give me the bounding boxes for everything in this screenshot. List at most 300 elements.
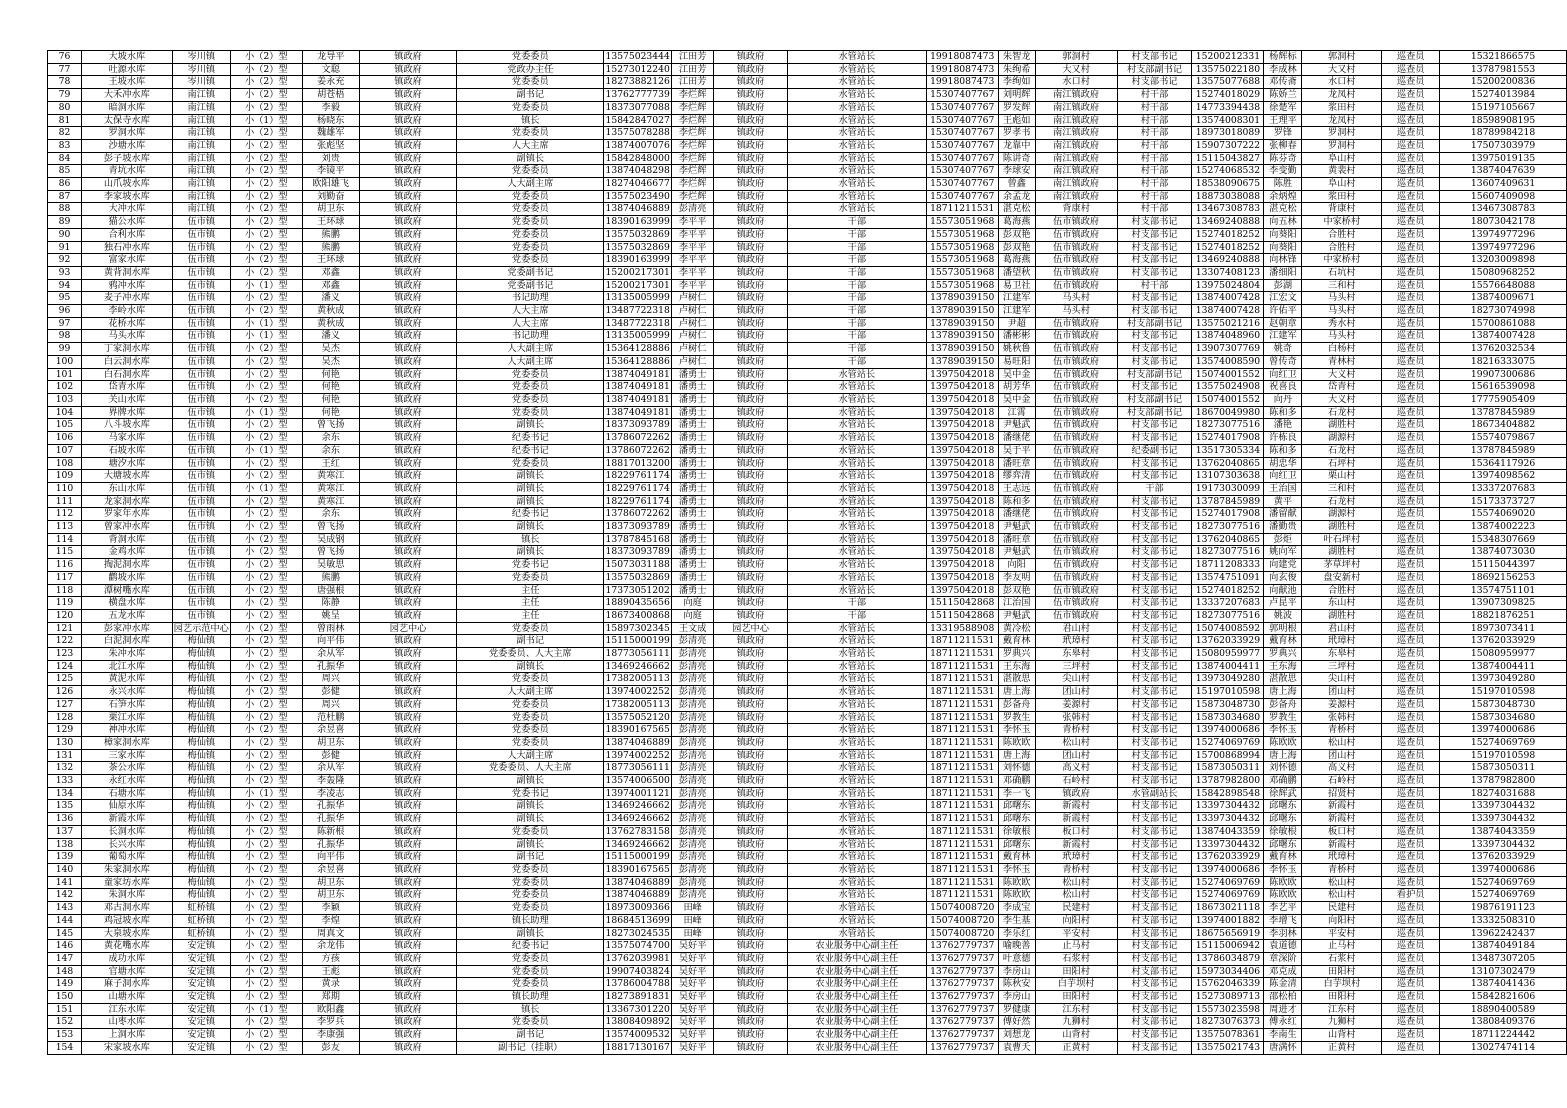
cell-admin-leader-phone: 13575032869 [605, 571, 670, 583]
cell-admin-leader-title: 人大主席 [457, 305, 604, 318]
cell-row-number: 133 [48, 775, 82, 788]
cell-town: 伍市镇 [172, 597, 230, 610]
cell-inspector-village: 石岭村 [1302, 775, 1382, 788]
cell-tech-lead-name: 潘勇士 [672, 508, 714, 521]
cell-patrol-lead-name: 曾鑫 [998, 178, 1035, 191]
table-row [48, 419, 1567, 432]
table-row [48, 292, 1567, 305]
cell-reservoir-name: 石坡水库 [81, 444, 172, 457]
cell-tech-lead-name: 潘勇士 [672, 470, 714, 483]
cell-inspector-phone: 15274069769 [1440, 889, 1567, 902]
cell-reservoir-name: 葡萄水库 [81, 851, 172, 864]
cell-row-number: 119 [48, 597, 82, 610]
cell-tech-lead-unit: 镇政府 [714, 775, 788, 788]
cell-inspector-phone: 15080968252 [1440, 266, 1567, 279]
cell-admin-leader-title: 党委委员 [457, 406, 604, 419]
cell-inspector-role: 巡查员 [1382, 838, 1440, 851]
cell-admin-leader-phone: 18373093789 [605, 521, 670, 533]
cell-admin-leader-title: 党委委员 [457, 864, 604, 877]
cell-patrol-lead-unit: 向阳村 [1035, 914, 1117, 927]
cell-tech-lead-title: 水管站长 [787, 178, 926, 191]
cell-tech-lead-name: 潘勇士 [672, 406, 714, 419]
cell-inspector-village: 止马村 [1302, 940, 1382, 953]
cell-row-number: 132 [48, 762, 82, 775]
cell-admin-leader-title: 书记助理 [457, 292, 604, 305]
table-row [48, 787, 1567, 800]
table-row [48, 686, 1567, 699]
cell-tech-lead-title: 水管站长 [787, 190, 926, 203]
cell-tech-lead-phone: 15074008720 [926, 902, 998, 915]
cell-patrol-lead-unit: 南江镇政府 [1035, 114, 1117, 127]
cell-tech-lead-phone: 13975042018 [926, 368, 998, 381]
cell-row-number: 124 [48, 660, 82, 673]
cell-scale-type: 小（2）型 [230, 648, 302, 661]
cell-patrol-lead-unit: 伍市镇政府 [1035, 521, 1117, 534]
cell-admin-leader-unit: 镇政府 [359, 533, 457, 546]
cell-admin-leader-unit: 镇政府 [359, 101, 457, 114]
cell-reservoir-name: 吐源水库 [81, 63, 172, 76]
cell-inspector-role: 巡查员 [1382, 228, 1440, 241]
cell-town: 伍市镇 [172, 419, 230, 432]
cell-reservoir-name: 五龙水库 [81, 609, 172, 622]
cell-admin-leader-title: 副镇长 [457, 775, 604, 788]
cell-admin-leader-phone: 18229761174 [605, 495, 670, 507]
cell-tech-lead-title: 干部 [787, 609, 926, 622]
cell-scale-type: 小（1）型 [230, 1003, 302, 1016]
cell-tech-lead-name: 李烂辉 [672, 165, 714, 178]
cell-patrol-lead-title: 村支部书记 [1117, 292, 1192, 305]
cell-inspector-phone: 18273074998 [1440, 305, 1567, 318]
cell-row-number: 152 [48, 1016, 82, 1029]
cell-admin-leader-unit: 镇政府 [359, 1016, 457, 1029]
cell-inspector-name: 潘留献 [1264, 508, 1302, 521]
cell-patrol-lead-title: 村支部书记 [1117, 724, 1192, 737]
cell-patrol-lead-unit: 青桥村 [1035, 864, 1117, 877]
cell-inspector-village: 石浆村 [1302, 952, 1382, 965]
cell-tech-lead-unit: 镇政府 [714, 101, 788, 114]
cell-scale-type: 小（2）型 [230, 533, 302, 546]
cell-admin-leader-unit: 园艺中心 [359, 622, 457, 635]
cell-admin-leader-name: 邓鑫 [302, 266, 359, 279]
cell-scale-type: 小（2）型 [230, 1016, 302, 1029]
cell-row-number: 78 [48, 76, 82, 89]
cell-town: 伍市镇 [172, 559, 230, 572]
cell-patrol-lead-name: 唐上海 [998, 749, 1035, 762]
cell-admin-leader-title: 人大副主席 [457, 749, 604, 762]
cell-scale-type: 小（1）型 [230, 406, 302, 419]
cell-admin-leader-title: 副镇长 [457, 927, 604, 940]
cell-admin-leader-title: 纪委书记 [457, 940, 604, 953]
cell-inspector-name: 徐辉武 [1264, 787, 1302, 800]
cell-tech-lead-unit: 镇政府 [714, 432, 788, 445]
cell-tech-lead-phone: 15573051968 [926, 279, 998, 292]
cell-admin-leader-phone: 18390167565 [605, 724, 670, 736]
cell-admin-leader-phone: 17382005113 [605, 698, 670, 710]
cell-inspector-village: 大义村 [1302, 368, 1382, 381]
cell-inspector-phone: 15115044397 [1440, 559, 1567, 572]
cell-tech-lead-unit: 镇政府 [714, 1029, 788, 1042]
cell-reservoir-name: 龙家洞水库 [81, 495, 172, 508]
cell-admin-leader-unit: 镇政府 [359, 673, 457, 686]
cell-patrol-lead-phone: 13575078361 [1192, 1029, 1264, 1042]
cell-inspector-role: 巡查员 [1382, 1029, 1440, 1042]
cell-town: 梅仙镇 [172, 889, 230, 902]
cell-tech-lead-title: 水管站长 [787, 902, 926, 915]
cell-admin-leader-unit: 镇政府 [359, 76, 457, 89]
cell-tech-lead-unit: 镇政府 [714, 254, 788, 267]
cell-inspector-name: 胡忠华 [1264, 457, 1302, 470]
cell-inspector-phone: 15197010598 [1440, 749, 1567, 762]
cell-inspector-village: 罗洞村 [1302, 139, 1382, 152]
cell-patrol-lead-unit: 君山村 [1035, 622, 1117, 635]
cell-admin-leader-phone: 13575052120 [605, 711, 670, 723]
cell-tech-lead-unit: 镇政府 [714, 355, 788, 368]
cell-inspector-name: 陈芬奇 [1264, 152, 1302, 165]
cell-inspector-village: 浆田村 [1302, 190, 1382, 203]
cell-inspector-name: 唐满怀 [1264, 1041, 1302, 1054]
table-row [48, 152, 1567, 165]
cell-inspector-village: 龙凤村 [1302, 89, 1382, 102]
cell-inspector-role: 巡查员 [1382, 381, 1440, 394]
cell-reservoir-name: 黄花嘴水库 [81, 940, 172, 953]
cell-inspector-phone: 13874041436 [1440, 978, 1567, 991]
cell-town: 梅仙镇 [172, 864, 230, 877]
cell-scale-type: 小（2）型 [230, 63, 302, 76]
cell-patrol-lead-name: 朱绚希 [998, 63, 1035, 76]
cell-row-number: 140 [48, 864, 82, 877]
cell-admin-leader-name: 欧阳雄飞 [302, 178, 359, 191]
cell-patrol-lead-unit: 南江镇政府 [1035, 152, 1117, 165]
cell-reservoir-name: 长兴水库 [81, 838, 172, 851]
cell-admin-leader-title: 党委委员 [457, 165, 604, 178]
cell-admin-leader-name: 文聪 [302, 63, 359, 76]
cell-tech-lead-name: 彭清亮 [672, 673, 714, 686]
cell-reservoir-name: 横盘水库 [81, 597, 172, 610]
cell-tech-lead-unit: 镇政府 [714, 546, 788, 559]
cell-admin-leader-unit: 镇政府 [359, 597, 457, 610]
cell-patrol-lead-phone: 13973049280 [1192, 673, 1264, 686]
cell-patrol-lead-unit: 伍市镇政府 [1035, 508, 1117, 521]
cell-scale-type: 小（2）型 [230, 1029, 302, 1042]
cell-scale-type: 小（2）型 [230, 940, 302, 953]
cell-patrol-lead-phone: 13974000686 [1192, 724, 1264, 737]
cell-tech-lead-phone: 18711211531 [926, 889, 998, 902]
cell-patrol-lead-phone: 15873034680 [1192, 711, 1264, 724]
cell-patrol-lead-name: 江霄 [998, 406, 1035, 419]
cell-tech-lead-name: 彭清亮 [672, 648, 714, 661]
table-row [48, 927, 1567, 940]
table-row [48, 406, 1567, 419]
cell-admin-leader-phone: 18390167565 [605, 864, 670, 875]
cell-admin-leader-phone: 13974001121 [605, 787, 670, 799]
cell-patrol-lead-name: 尹魁武 [998, 419, 1035, 432]
cell-tech-lead-title: 水管站长 [787, 736, 926, 749]
cell-tech-lead-title: 水管站长 [787, 851, 926, 864]
cell-town: 梅仙镇 [172, 813, 230, 826]
cell-town: 伍市镇 [172, 330, 230, 343]
table-row [48, 762, 1567, 775]
table-row [48, 851, 1567, 864]
cell-tech-lead-title: 水管站长 [787, 584, 926, 597]
cell-inspector-name: 张柳春 [1264, 139, 1302, 152]
cell-town: 梅仙镇 [172, 736, 230, 749]
cell-tech-lead-title: 干部 [787, 241, 926, 254]
table-row [48, 254, 1567, 267]
cell-admin-leader-name: 周兴 [302, 698, 359, 711]
cell-inspector-phone: 13974977296 [1440, 241, 1567, 254]
cell-admin-leader-phone: 13575023444 [605, 51, 670, 62]
cell-row-number: 114 [48, 533, 82, 546]
cell-row-number: 97 [48, 317, 82, 330]
table-row [48, 813, 1567, 826]
cell-admin-leader-phone: 13575074700 [605, 940, 670, 952]
cell-patrol-lead-unit: 伍市镇政府 [1035, 355, 1117, 368]
cell-patrol-lead-unit: 南江镇政府 [1035, 190, 1117, 203]
cell-inspector-name: 李怀玉 [1264, 864, 1302, 877]
cell-inspector-village: 湖胜村 [1302, 546, 1382, 559]
cell-tech-lead-unit: 镇政府 [714, 559, 788, 572]
cell-patrol-lead-name: 刘明辉 [998, 89, 1035, 102]
cell-tech-lead-phone: 18711211531 [926, 711, 998, 724]
cell-admin-leader-name: 熊鹏 [302, 228, 359, 241]
cell-tech-lead-phone: 18711211531 [926, 762, 998, 775]
cell-admin-leader-name: 唐强根 [302, 584, 359, 597]
cell-admin-leader-name: 周兴 [302, 673, 359, 686]
cell-tech-lead-phone: 13789039150 [926, 305, 998, 318]
cell-patrol-lead-title: 村干部 [1117, 203, 1192, 216]
cell-tech-lead-phone: 13975042018 [926, 584, 998, 597]
cell-tech-lead-title: 农业服务中心副主任 [787, 1029, 926, 1042]
table-row [48, 546, 1567, 559]
cell-admin-leader-phone: 18817013200 [605, 457, 670, 469]
cell-reservoir-name: 永红水库 [81, 775, 172, 788]
cell-admin-leader-name: 余东 [302, 508, 359, 521]
cell-tech-lead-phone: 13975042018 [926, 393, 998, 406]
cell-tech-lead-name: 向庭 [672, 609, 714, 622]
cell-admin-leader-name: 陈静 [302, 597, 359, 610]
cell-patrol-lead-title: 村支部书记 [1117, 889, 1192, 902]
cell-reservoir-name: 长洞水库 [81, 825, 172, 838]
cell-inspector-phone: 13874002223 [1440, 521, 1567, 534]
cell-inspector-phone: 13974098562 [1440, 470, 1567, 483]
cell-admin-leader-name: 姜永充 [302, 76, 359, 89]
cell-inspector-name: 陈金清 [1264, 978, 1302, 991]
cell-tech-lead-title: 水管站长 [787, 470, 926, 483]
cell-inspector-village: 黄裴村 [1302, 165, 1382, 178]
cell-admin-leader-unit: 镇政府 [359, 762, 457, 775]
cell-patrol-lead-phone: 15907307222 [1192, 139, 1264, 152]
cell-admin-leader-phone: 15842848000 [605, 152, 670, 164]
cell-inspector-village: 玳璋村 [1302, 635, 1382, 648]
cell-admin-leader-title: 人大副主席 [457, 343, 604, 356]
cell-reservoir-name: 彭家冲水库 [81, 622, 172, 635]
cell-tech-lead-title: 水管站长 [787, 76, 926, 89]
cell-admin-leader-name: 余东 [302, 444, 359, 457]
cell-patrol-lead-unit: 伍市镇政府 [1035, 419, 1117, 432]
cell-inspector-phone: 18216333075 [1440, 355, 1567, 368]
cell-inspector-phone: 15607409098 [1440, 190, 1567, 203]
cell-tech-lead-phone: 15573051968 [926, 228, 998, 241]
cell-row-number: 149 [48, 978, 82, 991]
cell-tech-lead-title: 干部 [787, 355, 926, 368]
cell-inspector-name: 章深阶 [1264, 952, 1302, 965]
table-row [48, 622, 1567, 635]
cell-admin-leader-title: 镇长助理 [457, 991, 604, 1004]
table-row [48, 838, 1567, 851]
cell-reservoir-name: 关山水库 [81, 393, 172, 406]
cell-town: 伍市镇 [172, 305, 230, 318]
cell-patrol-lead-name: 向阳 [998, 559, 1035, 572]
cell-inspector-phone: 13787845989 [1440, 406, 1567, 419]
cell-patrol-lead-phone: 15274068532 [1192, 165, 1264, 178]
cell-admin-leader-title: 纪委书记 [457, 432, 604, 445]
cell-inspector-role: 巡查员 [1382, 190, 1440, 203]
cell-tech-lead-name: 潘勇士 [672, 521, 714, 534]
cell-inspector-village: 玳璋村 [1302, 851, 1382, 864]
table-row [48, 584, 1567, 597]
cell-tech-lead-name: 李烂辉 [672, 190, 714, 203]
cell-tech-lead-name: 卢树仁 [672, 292, 714, 305]
cell-town: 安定镇 [172, 1016, 230, 1029]
cell-scale-type: 小（1）型 [230, 279, 302, 292]
cell-town: 梅仙镇 [172, 660, 230, 673]
cell-inspector-role: 巡查员 [1382, 406, 1440, 419]
cell-tech-lead-name: 卢树仁 [672, 305, 714, 318]
cell-tech-lead-phone: 15307407767 [926, 190, 998, 203]
cell-tech-lead-unit: 镇政府 [714, 305, 788, 318]
cell-town: 梅仙镇 [172, 838, 230, 851]
cell-town: 南江镇 [172, 101, 230, 114]
table-row [48, 317, 1567, 330]
cell-patrol-lead-name: 李乐红 [998, 927, 1035, 940]
cell-tech-lead-name: 彭清亮 [672, 864, 714, 877]
cell-admin-leader-unit: 镇政府 [359, 444, 457, 457]
cell-town: 梅仙镇 [172, 749, 230, 762]
cell-tech-lead-unit: 镇政府 [714, 508, 788, 521]
cell-patrol-lead-name: 潘望秋 [998, 266, 1035, 279]
table-row [48, 952, 1567, 965]
table-row [48, 978, 1567, 991]
table-row [48, 190, 1567, 203]
cell-tech-lead-phone: 15573051968 [926, 266, 998, 279]
cell-patrol-lead-phone: 13762033929 [1192, 635, 1264, 648]
cell-patrol-lead-unit: 南江镇政府 [1035, 89, 1117, 102]
cell-tech-lead-unit: 镇政府 [714, 800, 788, 813]
cell-admin-leader-unit: 镇政府 [359, 343, 457, 356]
cell-admin-leader-name: 胡卫东 [302, 876, 359, 889]
cell-patrol-lead-phone: 13397304432 [1192, 800, 1264, 813]
cell-patrol-lead-name: 易卫社 [998, 279, 1035, 292]
cell-inspector-role: 巡查员 [1382, 355, 1440, 368]
cell-admin-leader-title: 党委委员、人大主席 [457, 762, 604, 775]
cell-scale-type: 小（2）型 [230, 825, 302, 838]
cell-row-number: 151 [48, 1003, 82, 1016]
cell-admin-leader-name: 熊鹏 [302, 571, 359, 584]
cell-inspector-role: 巡查员 [1382, 546, 1440, 559]
cell-tech-lead-name: 王文成 [672, 622, 714, 635]
cell-tech-lead-name: 彭清亮 [672, 749, 714, 762]
cell-admin-leader-unit: 镇政府 [359, 902, 457, 915]
cell-tech-lead-phone: 13975042018 [926, 381, 998, 394]
cell-admin-leader-unit: 镇政府 [359, 127, 457, 140]
cell-patrol-lead-name: 易旺阳 [998, 355, 1035, 368]
cell-admin-leader-title: 党委委员 [457, 190, 604, 203]
cell-inspector-village: 阜山村 [1302, 178, 1382, 191]
cell-scale-type: 小（2）型 [230, 178, 302, 191]
cell-inspector-name: 王东海 [1264, 660, 1302, 673]
cell-patrol-lead-title: 纪委副书记 [1117, 444, 1192, 457]
cell-tech-lead-phone: 18711211531 [926, 800, 998, 813]
cell-reservoir-name: 栗江水库 [81, 711, 172, 724]
cell-patrol-lead-name: 戴育林 [998, 635, 1035, 648]
cell-inspector-name: 傅永红 [1264, 1016, 1302, 1029]
cell-inspector-phone: 15700861088 [1440, 317, 1567, 330]
cell-patrol-lead-unit: 东皋村 [1035, 648, 1117, 661]
cell-tech-lead-unit: 镇政府 [714, 711, 788, 724]
cell-inspector-phone: 13762033929 [1440, 851, 1567, 864]
cell-tech-lead-unit: 镇政府 [714, 889, 788, 902]
cell-row-number: 93 [48, 266, 82, 279]
cell-patrol-lead-unit: 石浆村 [1035, 952, 1117, 965]
cell-row-number: 146 [48, 940, 82, 953]
cell-reservoir-name: 青坑水库 [81, 165, 172, 178]
table-row [48, 597, 1567, 610]
cell-admin-leader-phone: 13786072262 [605, 508, 670, 520]
cell-scale-type: 小（2）型 [230, 266, 302, 279]
cell-admin-leader-title: 副镇长 [457, 813, 604, 826]
cell-inspector-name: 向葵阳 [1264, 228, 1302, 241]
cell-inspector-village: 阜山村 [1302, 152, 1382, 165]
cell-tech-lead-name: 吴好平 [672, 1041, 714, 1054]
cell-patrol-lead-phone: 18273077516 [1192, 609, 1264, 622]
cell-town: 岑川镇 [172, 76, 230, 89]
cell-admin-leader-name: 孔振华 [302, 813, 359, 826]
cell-reservoir-name: 朱家洞水库 [81, 864, 172, 877]
cell-reservoir-name: 新霞水库 [81, 813, 172, 826]
cell-inspector-role: 巡查员 [1382, 1016, 1440, 1029]
cell-inspector-name: 杨辉标 [1264, 51, 1302, 64]
cell-patrol-lead-phone: 15115043827 [1192, 152, 1264, 165]
cell-tech-lead-title: 干部 [787, 216, 926, 229]
cell-patrol-lead-title: 水管副站长 [1117, 787, 1192, 800]
cell-patrol-lead-title: 村支部书记 [1117, 711, 1192, 724]
cell-tech-lead-unit: 镇政府 [714, 495, 788, 508]
cell-scale-type: 小（1）型 [230, 317, 302, 330]
cell-tech-lead-name: 潘勇士 [672, 368, 714, 381]
cell-inspector-village: 新霞村 [1302, 813, 1382, 826]
cell-inspector-phone: 13762032534 [1440, 343, 1567, 356]
cell-reservoir-name: 仙原水库 [81, 800, 172, 813]
cell-row-number: 143 [48, 902, 82, 915]
cell-row-number: 118 [48, 584, 82, 597]
cell-inspector-name: 卢昆平 [1264, 597, 1302, 610]
cell-patrol-lead-phone: 15074008592 [1192, 622, 1264, 635]
cell-inspector-phone: 13962242437 [1440, 927, 1567, 940]
cell-admin-leader-unit: 镇政府 [359, 178, 457, 191]
cell-reservoir-name: 石塘水库 [81, 787, 172, 800]
cell-inspector-phone: 13974000686 [1440, 724, 1567, 737]
cell-patrol-lead-title: 村支部副书记 [1117, 317, 1192, 330]
cell-inspector-name: 陈欧欧 [1264, 889, 1302, 902]
cell-patrol-lead-phone: 13762040865 [1192, 457, 1264, 470]
cell-patrol-lead-unit: 伍市镇政府 [1035, 584, 1117, 597]
cell-patrol-lead-unit: 伍市镇政府 [1035, 559, 1117, 572]
cell-inspector-name: 邓传斋 [1264, 76, 1302, 89]
cell-inspector-village: 田阳村 [1302, 991, 1382, 1004]
cell-inspector-role: 巡查员 [1382, 343, 1440, 356]
cell-admin-leader-phone: 13786072262 [605, 432, 670, 444]
cell-row-number: 106 [48, 432, 82, 445]
